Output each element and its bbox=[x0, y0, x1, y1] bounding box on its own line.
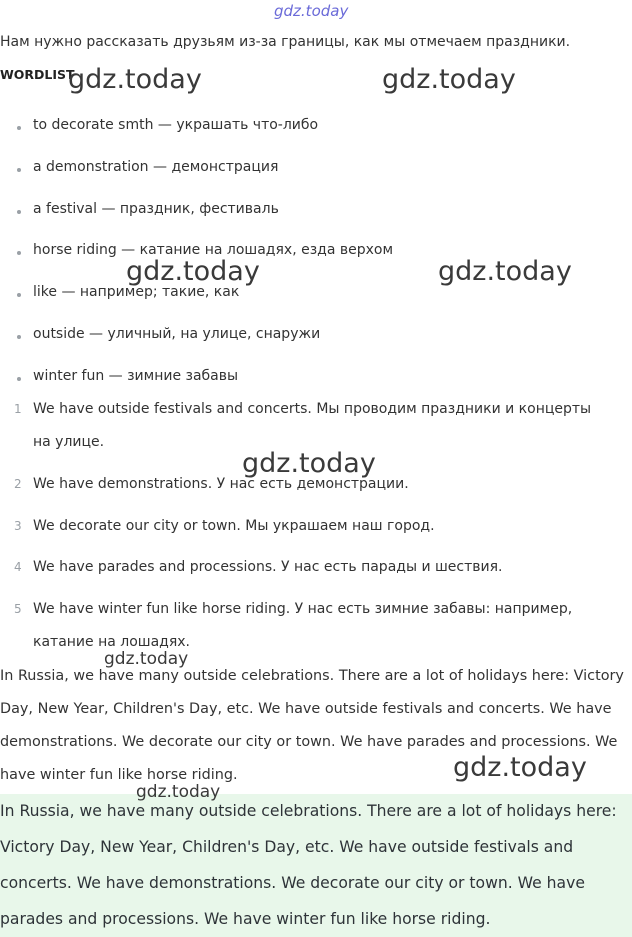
wordlist-heading: WORDLIST bbox=[0, 67, 75, 82]
bullet-icon bbox=[17, 168, 21, 172]
answer-box bbox=[0, 794, 632, 937]
watermark: gdz.today bbox=[104, 649, 189, 669]
bullet-icon bbox=[17, 126, 21, 130]
watermark: gdz.today bbox=[242, 448, 376, 479]
watermark: gdz.today bbox=[136, 782, 221, 802]
watermark: gdz.today bbox=[453, 752, 587, 783]
answer-text: In Russia, we have many outside celebrations. There are a lot of holidays here: Victory Day, New Year, Children's Day, etc. We have outside festivals and concerts. We have demonstrations. We decorate our city or town. We have parades and processions. We have winter fun like horse riding. bbox=[0, 802, 617, 928]
watermark: gdz.today bbox=[382, 64, 516, 95]
watermark: gdz.today bbox=[126, 256, 260, 287]
bullet-icon bbox=[17, 210, 21, 214]
watermark: gdz.today bbox=[68, 64, 202, 95]
intro-text: Нам нужно рассказать друзьям из-за границы, как мы отмечаем праздники. bbox=[0, 34, 571, 50]
bullet-icon bbox=[17, 377, 21, 381]
bullet-icon bbox=[17, 335, 21, 339]
watermark: gdz.today bbox=[438, 256, 572, 287]
watermark: gdz.today bbox=[274, 2, 349, 20]
paragraph-text: In Russia, we have many outside celebrations. There are a lot of holidays here: Victory Day, New Year, Children's Day, etc. We have outside festivals and concerts. We have demonstrations. We decorate our city or town. We have parades and processions. We have winter fun like horse riding. bbox=[0, 668, 624, 783]
bullet-icon bbox=[17, 293, 21, 297]
bullet-icon bbox=[17, 251, 21, 255]
